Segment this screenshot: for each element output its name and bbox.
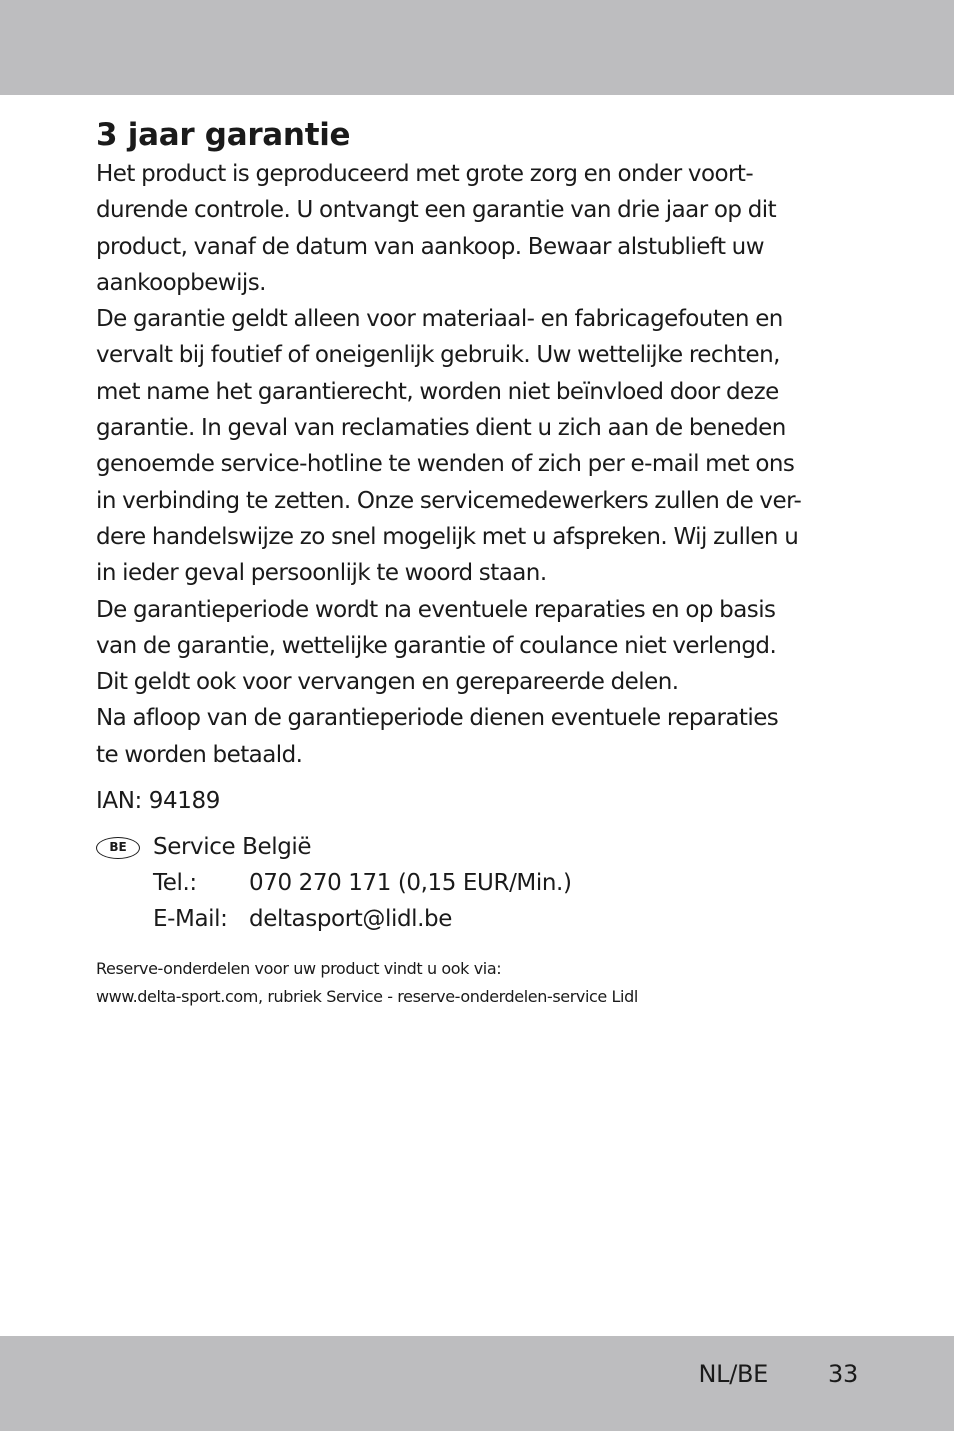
paragraph-line: aankoopbewijs. (96, 269, 266, 296)
warranty-section (96, 114, 866, 1011)
paragraph-line: in ieder geval persoonlijk te woord staan. (96, 560, 547, 587)
paragraph-line: garantie. In geval van reclamaties dient u zich aan de beneden (96, 415, 786, 442)
paragraph-line: Na afloop van de garantieperiode dienen eventuele reparaties (96, 705, 779, 732)
paragraph-line: met name het garantierecht, worden niet beïnvloed door deze (96, 378, 779, 405)
paragraph-line: durende controle. U ontvangt een garantie van drie jaar op dit (96, 197, 777, 224)
spare-parts-url-line: www.delta-sport.com, rubriek Service - reserve-onderdelen-service Lidl (96, 987, 638, 1007)
paragraph-line: vervalt bij foutief of oneigenlijk gebruik. Uw wettelijke rechten, (96, 342, 780, 369)
email-address: deltasport@lidl.be (249, 906, 453, 933)
service-name-row (153, 829, 866, 865)
paragraph-line: van de garantie, wettelijke garantie of coulance niet verlengd. (96, 632, 777, 659)
spare-parts-line: Reserve-onderdelen voor uw product vindt u ook via: (96, 959, 502, 979)
warranty-paragraph (96, 156, 866, 773)
service-lines (96, 829, 866, 937)
paragraph-line: te worden betaald. (96, 741, 303, 768)
header-band (0, 0, 954, 95)
page-title: 3 jaar garantie (96, 117, 351, 153)
paragraph-line: Dit geldt ook voor vervangen en gerepareerde delen. (96, 669, 679, 696)
phone-row (153, 865, 866, 901)
email-label: E-Mail: (153, 906, 228, 933)
spare-parts-note (96, 955, 866, 1011)
paragraph-line: in verbinding te zetten. Onze servicemedewerkers zullen de ver- (96, 487, 802, 514)
email-row (153, 901, 866, 937)
phone-label: Tel.: (153, 870, 197, 897)
paragraph-line: product, vanaf de datum van aankoop. Bewaar alstublieft uw (96, 233, 764, 260)
paragraph-line: De garantieperiode wordt na eventuele reparaties en op basis (96, 596, 776, 623)
country-badge-icon: BE (96, 837, 140, 859)
page-footer (699, 1356, 859, 1392)
phone-number: 070 270 171 (0,15 EUR/Min.) (249, 870, 572, 897)
service-contact (96, 829, 866, 937)
paragraph-line: dere handelswijze zo snel mogelijk met u afspreken. Wij zullen u (96, 523, 799, 550)
paragraph-line: Het product is geproduceerd met grote zorg en onder voort- (96, 161, 754, 187)
ian-number: IAN: 94189 (96, 788, 220, 815)
language-code: NL/BE (698, 1360, 769, 1388)
page-number: 33 (828, 1360, 858, 1388)
service-name: Service België (153, 834, 312, 861)
paragraph-line: genoemde service-hotline te wenden of zich per e-mail met ons (96, 451, 795, 478)
paragraph-line: De garantie geldt alleen voor materiaal- en fabricagefouten en (96, 306, 783, 333)
